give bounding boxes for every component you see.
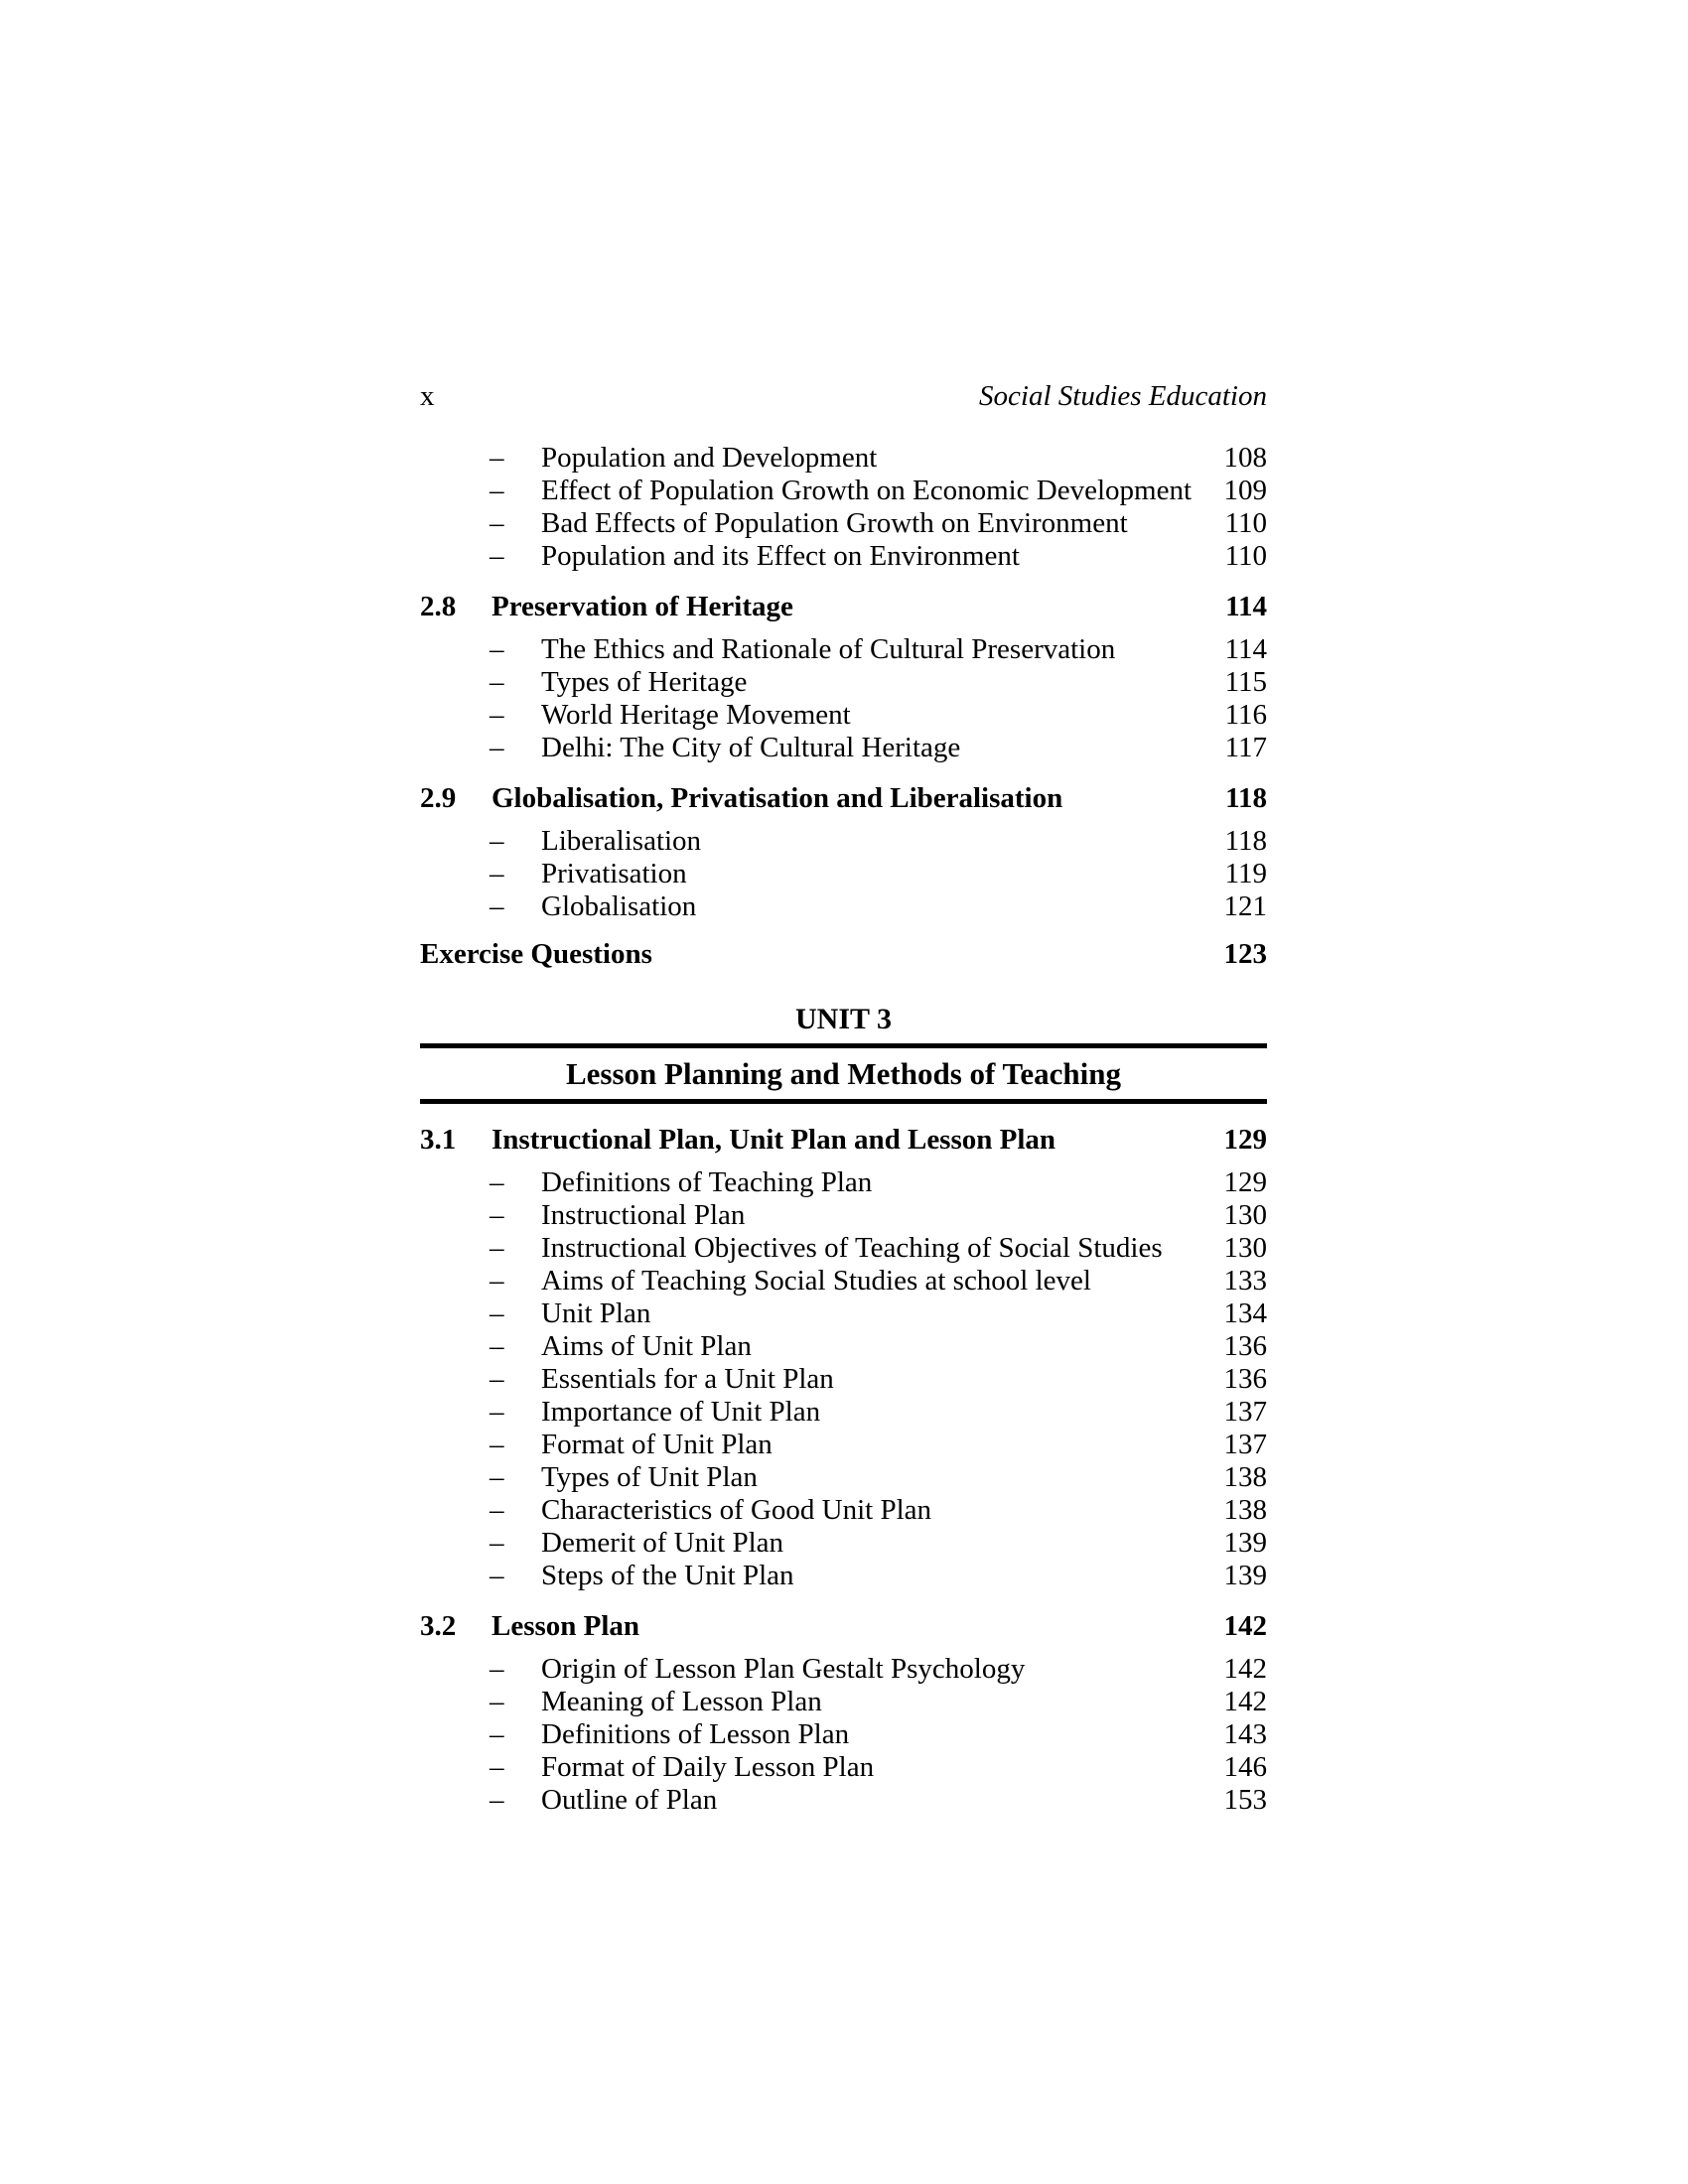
toc-subitem-row [420,507,1267,540]
subitem-label: Privatisation [541,858,687,889]
toc-exercise-row [420,938,1267,971]
toc-subitem-row [420,1494,1267,1527]
dash-bullet: – [490,666,504,698]
toc-subitem-row [420,732,1267,764]
dash-bullet: – [490,507,504,539]
subitem-label: Population and Development [541,442,878,474]
subitem-label: Effect of Population Growth on Economic Development [541,475,1193,506]
toc-subitem-row [420,1686,1267,1718]
toc-subitem-row [420,633,1267,666]
section-number: 3.2 [420,1610,457,1642]
page-ref: 136 [1223,1330,1267,1362]
subitem-label: Instructional Objectives of Teaching of Social Studies [541,1232,1163,1264]
page-ref: 142 [1223,1610,1267,1642]
page-ref: 121 [1223,890,1267,922]
toc-subitem-row [420,1297,1267,1330]
page-ref: 138 [1223,1494,1267,1526]
dash-bullet: – [490,1396,504,1428]
section-number: 2.9 [420,782,457,814]
page-ref: 123 [1223,938,1267,970]
dash-bullet: – [490,540,504,572]
dash-bullet: – [490,825,504,857]
dash-bullet: – [490,1527,504,1559]
dash-bullet: – [490,1429,504,1460]
dash-bullet: – [490,1751,504,1783]
subitem-label: Aims of Unit Plan [541,1330,752,1362]
subitem-label: Liberalisation [541,825,702,857]
page-ref: 134 [1223,1297,1267,1329]
dash-bullet: – [490,1461,504,1493]
page-ref: 118 [1225,782,1267,814]
toc-body [420,442,1267,1817]
toc-subitem-row [420,858,1267,890]
dash-bullet: – [490,633,504,665]
toc-subitem-row [420,699,1267,732]
section-number: 3.1 [420,1124,457,1156]
section-title: Preservation of Heritage [492,591,793,622]
page-ref: 136 [1223,1363,1267,1395]
page-ref: 115 [1224,666,1267,698]
subitem-label: Meaning of Lesson Plan [541,1686,822,1717]
dash-bullet: – [490,475,504,506]
dash-bullet: – [490,732,504,763]
page-ref: 114 [1225,591,1267,622]
subitem-label: Origin of Lesson Plan Gestalt Psychology [541,1653,1026,1685]
dash-bullet: – [490,1653,504,1685]
dash-bullet: – [490,1560,504,1591]
toc-subitem-row [420,1363,1267,1396]
page-ref: 114 [1224,633,1267,665]
subitem-label: Population and its Effect on Environment [541,540,1020,572]
page-ref: 130 [1223,1199,1267,1231]
toc-subitem-row [420,1396,1267,1429]
dash-bullet: – [490,1494,504,1526]
page-ref: 116 [1224,699,1267,731]
toc-subitem-row [420,1560,1267,1592]
section-title: Lesson Plan [492,1610,640,1642]
toc-subitem-row [420,1784,1267,1817]
toc-subitem-row [420,1265,1267,1297]
dash-bullet: – [490,1265,504,1297]
toc-subitem-row [420,825,1267,858]
page-ref: 137 [1223,1396,1267,1428]
subitem-label: Types of Unit Plan [541,1461,758,1493]
page-ref: 139 [1223,1560,1267,1591]
dash-bullet: – [490,1232,504,1264]
page-ref: 133 [1223,1265,1267,1297]
dash-bullet: – [490,1363,504,1395]
toc-section-row [420,1124,1267,1157]
subitem-label: Demerit of Unit Plan [541,1527,784,1559]
subitem-label: Format of Unit Plan [541,1429,773,1460]
dash-bullet: – [490,1199,504,1231]
subitem-label: Globalisation [541,890,697,922]
subitem-label: Characteristics of Good Unit Plan [541,1494,932,1526]
page-ref: 129 [1223,1124,1267,1156]
exercise-title: Exercise Questions [420,938,652,970]
toc-section-row [420,1610,1267,1643]
dash-bullet: – [490,1297,504,1329]
section-title: Instructional Plan, Unit Plan and Lesson Plan [492,1124,1056,1156]
section-title: Globalisation, Privatisation and Liberalisation [492,782,1063,814]
running-title: Social Studies Education [979,380,1267,412]
toc-subitem-row [420,1199,1267,1232]
page-number: x [420,380,435,412]
subitem-label: Aims of Teaching Social Studies at school level [541,1265,1091,1297]
page-ref: 137 [1223,1429,1267,1460]
page-ref: 110 [1224,507,1267,539]
subitem-label: Unit Plan [541,1297,651,1329]
subitem-label: Format of Daily Lesson Plan [541,1751,875,1783]
page-ref: 139 [1223,1527,1267,1559]
page-ref: 142 [1223,1653,1267,1685]
subitem-label: Delhi: The City of Cultural Heritage [541,732,961,763]
unit-label: UNIT 3 [795,1003,892,1035]
toc-subitem-row [420,1751,1267,1784]
subitem-label: Definitions of Teaching Plan [541,1166,873,1198]
page-ref: 130 [1223,1232,1267,1264]
page-ref: 118 [1224,825,1267,857]
toc-subitem-row [420,890,1267,923]
dash-bullet: – [490,442,504,474]
subitem-label: Instructional Plan [541,1199,746,1231]
page-ref: 142 [1223,1686,1267,1717]
unit-divider [420,1003,1267,1104]
section-number: 2.8 [420,591,457,622]
page-ref: 110 [1224,540,1267,572]
subitem-label: Importance of Unit Plan [541,1396,821,1428]
page-ref: 117 [1224,732,1267,763]
toc-section-row [420,782,1267,815]
subitem-label: Bad Effects of Population Growth on Environment [541,507,1128,539]
subitem-label: Steps of the Unit Plan [541,1560,794,1591]
toc-subitem-row [420,540,1267,573]
toc-section-row [420,591,1267,623]
page-ref: 109 [1223,475,1267,506]
toc-subitem-row [420,666,1267,699]
page-ref: 138 [1223,1461,1267,1493]
toc-subitem-row [420,1718,1267,1751]
dash-bullet: – [490,1166,504,1198]
page-ref: 143 [1223,1718,1267,1750]
subitem-label: The Ethics and Rationale of Cultural Preservation [541,633,1116,665]
toc-subitem-row [420,1527,1267,1560]
dash-bullet: – [490,1718,504,1750]
subitem-label: Types of Heritage [541,666,748,698]
toc-subitem-row [420,1232,1267,1265]
dash-bullet: – [490,858,504,889]
toc-subitem-row [420,1653,1267,1686]
page-ref: 108 [1223,442,1267,474]
dash-bullet: – [490,699,504,731]
page-ref: 146 [1223,1751,1267,1783]
page-ref: 129 [1223,1166,1267,1198]
toc-subitem-row [420,442,1267,475]
toc-subitem-row [420,1330,1267,1363]
toc-subitem-row [420,1461,1267,1494]
page-ref: 119 [1224,858,1267,889]
toc-page [420,380,1267,1817]
subitem-label: Essentials for a Unit Plan [541,1363,834,1395]
dash-bullet: – [490,1686,504,1717]
subitem-label: Definitions of Lesson Plan [541,1718,850,1750]
subitem-label: Outline of Plan [541,1784,718,1816]
dash-bullet: – [490,1330,504,1362]
dash-bullet: – [490,890,504,922]
dash-bullet: – [490,1784,504,1816]
subitem-label: World Heritage Movement [541,699,851,731]
toc-subitem-row [420,475,1267,507]
toc-subitem-row [420,1429,1267,1461]
running-head [420,380,1267,413]
toc-subitem-row [420,1166,1267,1199]
unit-rule-bottom [420,1099,1267,1104]
unit-title: Lesson Planning and Methods of Teaching [565,1056,1121,1091]
page-ref: 153 [1223,1784,1267,1816]
